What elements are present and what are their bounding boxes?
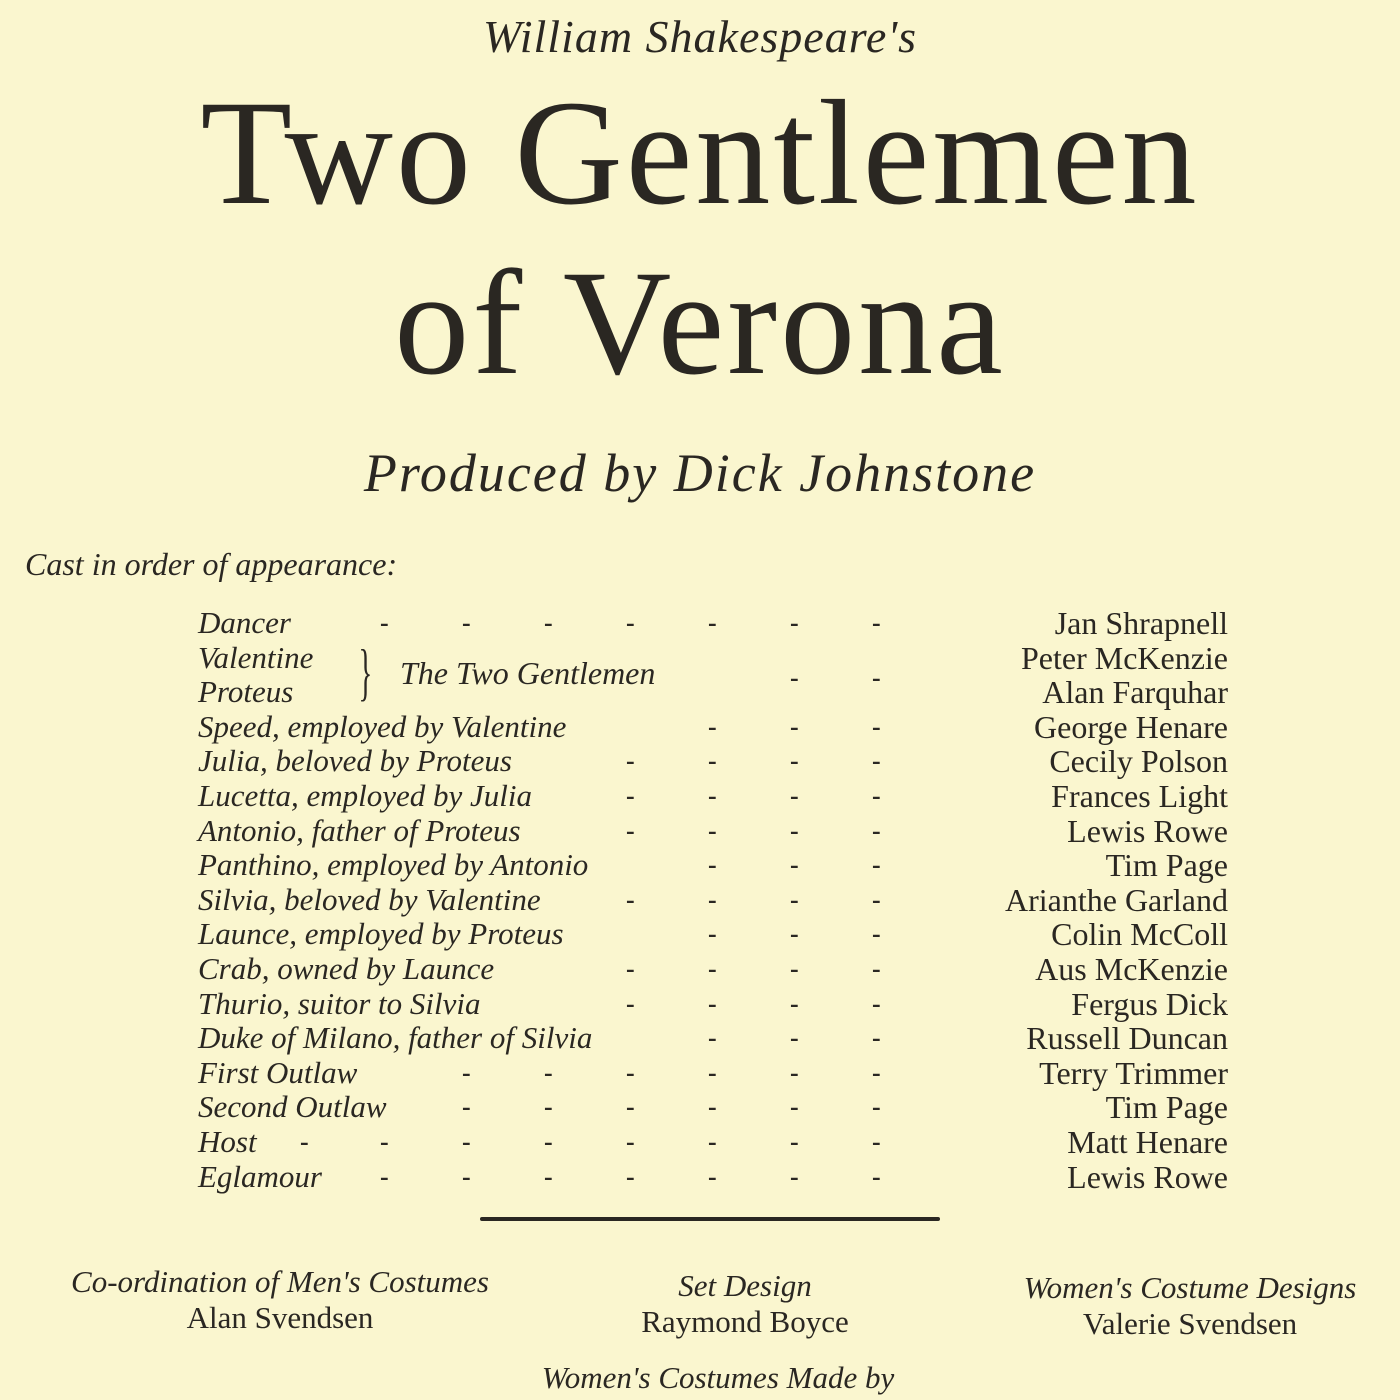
dash-mark: -	[790, 663, 799, 692]
role-name: Eglamour	[198, 1158, 322, 1194]
credit-set-design	[560, 1268, 930, 1340]
divider-rule	[480, 1217, 940, 1221]
dash-mark: -	[626, 954, 635, 983]
role-name: Thurio, suitor to Silvia	[198, 985, 481, 1021]
role-name: First Outlaw	[198, 1054, 358, 1090]
dash-mark: -	[626, 1161, 635, 1191]
cast-row	[0, 744, 1400, 779]
cast-row	[0, 1160, 1400, 1195]
actor-name: Alan Farquhar	[1042, 674, 1228, 711]
dash-mark: -	[872, 815, 881, 845]
role-name: Valentine	[198, 639, 314, 675]
dash-mark: -	[544, 608, 553, 637]
actor-name: Jan Shrapnell	[1054, 605, 1228, 641]
dash-mark: -	[872, 781, 881, 810]
dash-mark: -	[790, 815, 799, 845]
cast-row	[0, 1056, 1400, 1091]
dash-mark: -	[790, 1161, 799, 1191]
brace-symbol: }	[358, 636, 373, 707]
role-name: Lucetta, employed by Julia	[198, 778, 533, 813]
cast-heading: Cast in order of appearance:	[25, 546, 398, 582]
dash-mark: -	[708, 815, 717, 845]
dash-mark: -	[462, 1161, 471, 1191]
dash-leader	[300, 1125, 881, 1160]
dash-mark: -	[872, 1127, 881, 1156]
dash-mark: -	[708, 1161, 717, 1191]
dash-leader	[380, 1056, 880, 1091]
dash-leader	[380, 848, 880, 883]
actor-name: Lewis Rowe	[1067, 1158, 1228, 1195]
dash-mark: -	[626, 608, 635, 637]
dash-mark: -	[708, 884, 717, 914]
title-line-2: of Verona	[394, 240, 1006, 406]
dash-mark: -	[626, 1127, 635, 1156]
cast-row	[0, 606, 1400, 641]
dash-mark: -	[544, 1092, 553, 1122]
role-name: Launce, employed by Proteus	[198, 916, 564, 952]
role-name: Duke of Milano, father of Silvia	[198, 1020, 593, 1056]
dash-mark: -	[626, 884, 635, 914]
actor-name: Matt Henare	[1067, 1124, 1228, 1160]
credit-label: Co-ordination of Men's Costumes	[71, 1264, 489, 1299]
dash-leader	[380, 814, 880, 849]
dash-leader	[380, 917, 880, 952]
dash-mark: -	[872, 1023, 881, 1053]
cast-row	[0, 1125, 1400, 1160]
subtitle: William Shakespeare's	[482, 11, 918, 62]
dash-mark: -	[790, 850, 799, 880]
dash-leader	[380, 779, 880, 814]
actor-name: George Henare	[1034, 708, 1228, 745]
cast-row	[0, 814, 1400, 849]
dash-mark: -	[790, 1023, 799, 1053]
costumes-made-by-label: Women's Costumes Made by	[541, 1360, 895, 1395]
role-name: Antonio, father of Proteus	[198, 812, 521, 848]
dash-mark: -	[462, 1127, 471, 1156]
dash-mark: -	[626, 781, 635, 810]
dash-leader	[380, 883, 880, 918]
dash-mark: -	[872, 746, 881, 776]
dash-mark: -	[790, 988, 799, 1018]
cast-row	[0, 1021, 1400, 1056]
dash-leader	[380, 710, 880, 745]
dash-mark: -	[872, 663, 881, 692]
cast-row	[0, 779, 1400, 814]
cast-row	[0, 710, 1400, 745]
dash-mark: -	[708, 1127, 717, 1156]
role-name: Panthino, employed by Antonio	[198, 847, 589, 883]
dash-leader	[380, 606, 880, 641]
dash-mark: -	[872, 1161, 881, 1191]
producer-credit: Produced by Dick Johnstone	[363, 443, 1037, 503]
dash-mark: -	[380, 608, 389, 637]
actor-name: Arianthe Garland	[1004, 881, 1228, 918]
role-name: Julia, beloved by Proteus	[198, 743, 512, 779]
credit-label: Women's Costume Designs	[1023, 1270, 1357, 1305]
actor-name: Tim Page	[1105, 847, 1228, 884]
dash-mark: -	[872, 608, 881, 637]
credit-name: Valerie Svendsen	[1082, 1306, 1298, 1341]
actor-name: Russell Duncan	[1026, 1020, 1228, 1057]
dash-mark: -	[626, 988, 635, 1018]
dash-mark: -	[708, 919, 717, 949]
credit-name: Alan Svendsen	[186, 1300, 374, 1335]
actor-name: Aus McKenzie	[1035, 951, 1228, 987]
dash-mark: -	[790, 608, 799, 637]
dash-mark: -	[872, 1092, 881, 1122]
role-name: Second Outlaw	[198, 1089, 387, 1125]
actor-name: Lewis Rowe	[1067, 812, 1228, 849]
role-name: Silvia, beloved by Valentine	[198, 881, 541, 917]
dash-mark: -	[380, 1161, 389, 1191]
dash-mark: -	[790, 1127, 799, 1156]
dash-mark: -	[544, 1057, 553, 1087]
actor-name: Terry Trimmer	[1039, 1054, 1228, 1091]
actor-name: Fergus Dick	[1071, 985, 1228, 1022]
dash-mark: -	[380, 1127, 389, 1156]
role-name: Host	[198, 1124, 257, 1159]
dash-mark: -	[626, 1092, 635, 1122]
actor-name: Peter McKenzie	[1020, 639, 1228, 676]
dash-leader	[380, 952, 880, 987]
actor-name: Colin McColl	[1051, 916, 1228, 953]
dash-mark: -	[708, 1023, 717, 1053]
cast-row	[0, 917, 1400, 952]
dash-mark: -	[708, 850, 717, 880]
dash-mark: -	[872, 919, 881, 949]
dash-mark: -	[790, 1057, 799, 1087]
role-name: Proteus	[198, 674, 294, 710]
dash-mark: -	[300, 1127, 309, 1156]
credit-men-costumes	[30, 1264, 530, 1336]
cast-row	[0, 848, 1400, 883]
cast-row	[0, 952, 1400, 987]
dash-leader	[380, 660, 880, 695]
credit-name: Raymond Boyce	[641, 1304, 849, 1339]
dash-mark: -	[544, 1127, 553, 1156]
dash-mark: -	[626, 1057, 635, 1087]
dash-leader	[380, 1021, 880, 1056]
dash-mark: -	[872, 954, 881, 983]
role-name: Crab, owned by Launce	[198, 951, 495, 986]
dash-mark: -	[626, 746, 635, 776]
dash-mark: -	[872, 1057, 881, 1087]
actor-name: Cecily Polson	[1049, 743, 1228, 780]
dash-mark: -	[462, 1092, 471, 1122]
dash-mark: -	[790, 884, 799, 914]
dash-mark: -	[708, 988, 717, 1018]
dash-mark: -	[708, 746, 717, 776]
dash-mark: -	[790, 781, 799, 810]
dash-mark: -	[872, 850, 881, 880]
dash-mark: -	[708, 1092, 717, 1122]
dash-leader	[380, 1090, 880, 1125]
dash-leader	[380, 987, 880, 1022]
dash-mark: -	[708, 608, 717, 637]
actor-name: Tim Page	[1105, 1089, 1228, 1126]
dash-mark: -	[790, 1092, 799, 1122]
dash-mark: -	[708, 711, 717, 741]
dash-mark: -	[626, 815, 635, 845]
role-name: Speed, employed by Valentine	[198, 708, 567, 744]
credit-women-costumes	[980, 1270, 1400, 1342]
actor-name: Frances Light	[1051, 778, 1228, 814]
cast-row	[0, 1090, 1400, 1125]
dash-mark: -	[872, 988, 881, 1018]
cast-row	[0, 987, 1400, 1022]
dash-mark: -	[790, 954, 799, 983]
dash-mark: -	[872, 884, 881, 914]
dash-mark: -	[462, 608, 471, 637]
credit-label: Set Design	[678, 1268, 812, 1303]
dash-mark: -	[872, 711, 881, 741]
dash-mark: -	[544, 1161, 553, 1191]
title-line-1: Two Gentlemen	[200, 70, 1200, 236]
dash-mark: -	[708, 1057, 717, 1087]
dash-leader	[380, 1160, 880, 1195]
dash-mark: -	[790, 746, 799, 776]
group-label: The Two Gentlemen	[400, 655, 656, 691]
dash-mark: -	[708, 954, 717, 983]
dash-leader	[380, 744, 880, 779]
dash-mark: -	[708, 781, 717, 810]
cast-row	[0, 883, 1400, 918]
role-name: Dancer	[198, 605, 291, 640]
dash-mark: -	[790, 919, 799, 949]
dash-mark: -	[790, 711, 799, 741]
dash-mark: -	[462, 1057, 471, 1087]
